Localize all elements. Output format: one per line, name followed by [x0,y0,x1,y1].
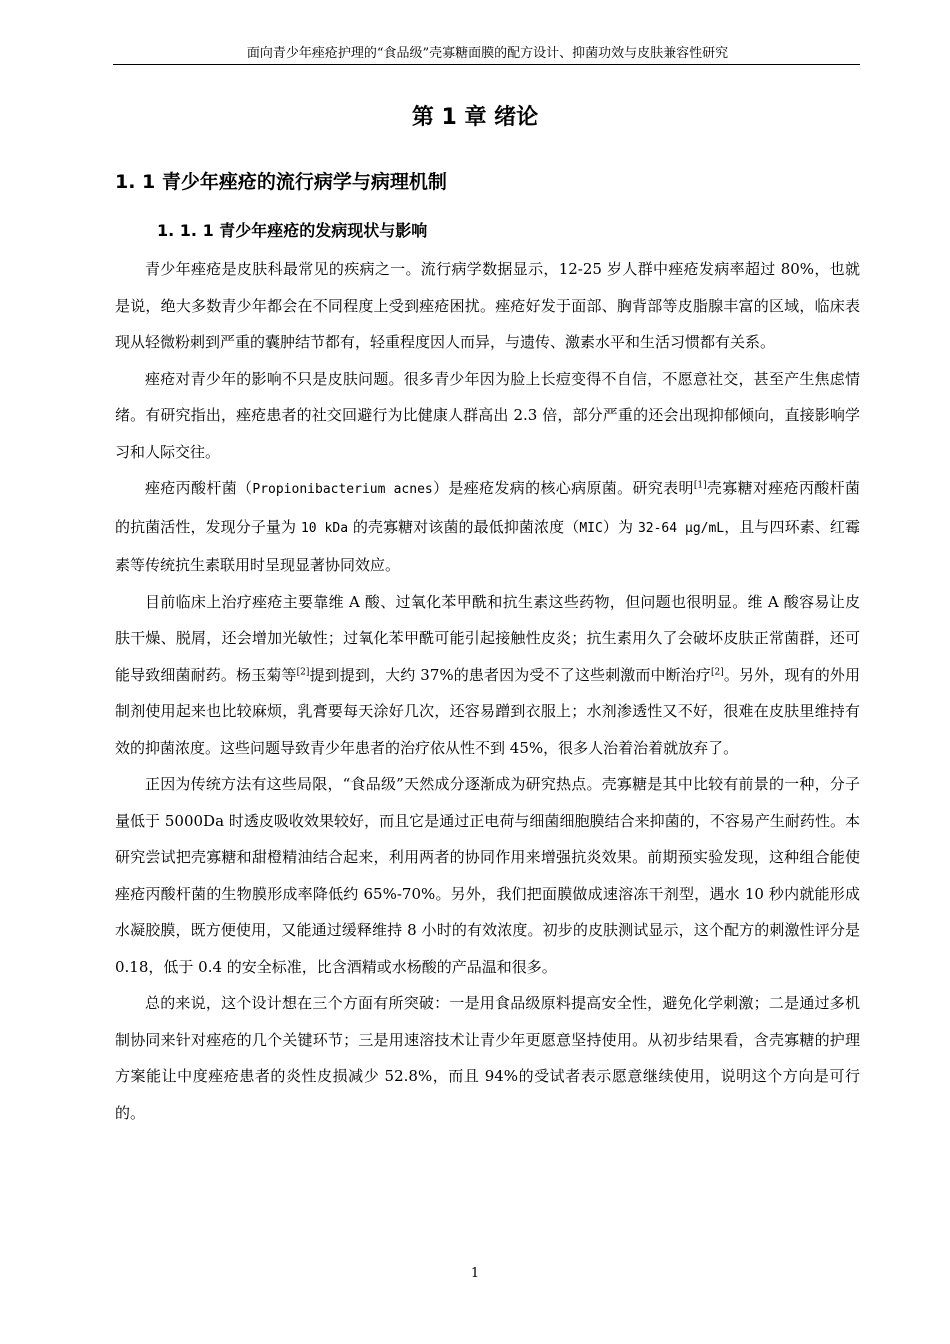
text-run: 。另外，现有的外用制剂使用起来也比较麻烦，乳膏要每天涂好几次，还容易蹭到衣服上；水剂渗透性又不好，很难在皮肤里维持有效的抑菌浓度。这些问题导致青少年患者的治疗依从性不到 45%，很多人治着治着就放弃了。 [115,665,860,757]
subsection-title: 1. 1. 1 青少年痤疮的发病现状与影响 [157,221,428,240]
header-rule [113,64,860,65]
text-run: ）是痤疮发病的核心病原菌。研究表明 [432,479,694,497]
text-run: 壳寡糖对痤疮丙酸杆菌的抗菌活性，发现分子量为 [115,479,860,536]
text-run-mono: Propionibacterium acnes [252,482,433,497]
paragraph-prevalence: 青少年痤疮是皮肤科最常见的疾病之一。流行病学数据显示，12-25 岁人群中痤疮发病率超过 80%，也就是说，绝大多数青少年都会在不同程度上受到痤疮困扰。痤疮好发于面部、胸背部等皮脂腺丰富的区域，临床表现从轻微粉刺到严重的囊肿结节都有，轻重程度因人而异，与遗传、激素水平和生活习惯都有关系。 [115,260,860,351]
paragraph-pathogen [115,470,860,584]
chapter-title: 第 1 章 绪论 [411,105,539,130]
text-run: 痤疮丙酸杆菌（ [145,479,253,497]
citation-ref[interactable]: [2] [711,667,724,678]
paragraph-current-treatment [115,584,860,767]
paragraph-research-hotspot: 正因为传统方法有这些局限，“食品级”天然成分逐渐成为研究热点。壳寡糖是其中比较有前景的一种，分子量低于 5000Da 时透皮吸收效果较好，而且它是通过正电荷与细菌细胞膜结合来抑菌的，不容易产生耐药性。本研究尝试把壳寡糖和甜橙精油结合起来，利用两者的协同作用来增强抗炎效果。前期预实验发现，这种组合能使痤疮丙酸杆菌的生物膜形成率降低约 65%-70%。另外，我们把面膜做成速溶冻干剂型，遇水 10 秒内就能形成水凝胶膜，既方便使用，又能通过缓释维持 8 小时的有效浓度。初步的皮肤测试显示，这个配方的刺激性评分是 0.18，低于 0.4 的安全标准，比含酒精或水杨酸的产品温和很多。 [115,775,860,976]
text-run-mono: 32-64 μg/mL [637,520,725,536]
text-run: 提到提到，大约 37%的患者因为受不了这些刺激而中断治疗 [309,665,712,684]
text-run-mono: 10 kDa [300,520,349,536]
text-run: ，且与四环素、红霉素等传统抗生素联用时呈现显著协同效应。 [115,517,860,574]
running-header: 面向青少年痤疮护理的“食品级”壳寡糖面膜的配方设计、抑菌功效与皮肤兼容性研究 [246,46,729,61]
text-run: 目前临床上治疗痤疮主要靠维 A 酸、过氧化苯甲酰和抗生素这些药物，但问题也很明显。维 A 酸容易让皮肤干燥、脱屑，还会增加光敏性；过氧化苯甲酰可能引起接触性皮炎；抗生素用久了会破坏皮肤正常菌群，还可能导致细菌耐药。杨玉菊等 [115,592,860,684]
text-run: ）为 [602,517,638,536]
citation-ref[interactable]: [2] [296,667,310,678]
text-run-mono: MIC [579,520,603,536]
text-run: 的壳寡糖对该菌的最低抑菌浓度（ [348,517,580,536]
page-number: 1 [470,1266,480,1281]
citation-ref[interactable]: [1] [693,480,707,491]
paragraph-psychological-impact: 痤疮对青少年的影响不只是皮肤问题。很多青少年因为脸上长痘变得不自信，不愿意社交，甚至产生焦虑情绪。有研究指出，痤疮患者的社交回避行为比健康人群高出 2.3 倍，部分严重的还会出现抑郁倾向，直接影响学习和人际交往。 [115,369,860,461]
paragraph-summary: 总的来说，这个设计想在三个方面有所突破：一是用食品级原料提高安全性，避免化学刺激；二是通过多机制协同来针对痤疮的几个关键环节；三是用速溶技术让青少年更愿意坚持使用。从初步结果看，含壳寡糖的护理方案能让中度痤疮患者的炎性皮损减少 52.8%，而且 94%的受试者表示愿意继续使用，说明这个方向是可行的。 [115,994,860,1122]
body-text [115,251,860,1131]
section-title: 1. 1 青少年痤疮的流行病学与病理机制 [115,171,447,193]
